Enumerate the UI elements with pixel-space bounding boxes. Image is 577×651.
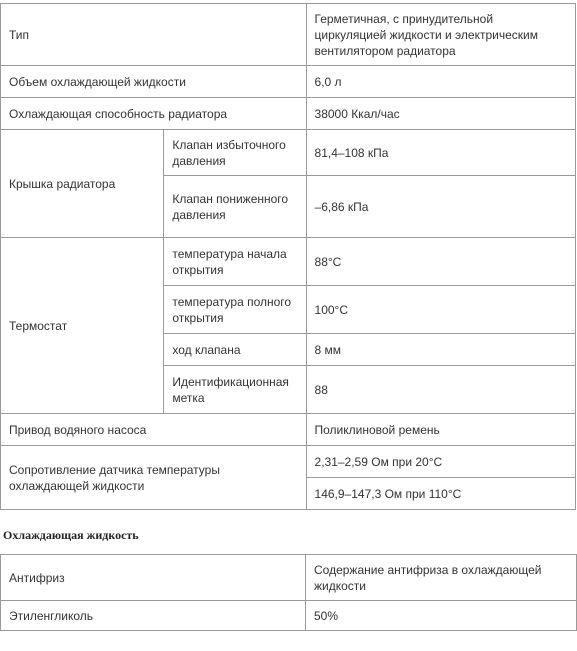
sub-value-id-mark: 88 — [306, 366, 575, 414]
header-antifreeze: Антифриз — [1, 555, 306, 601]
row-label-radiator-capacity: Охлаждающая способность радиатора — [1, 98, 307, 130]
table-header-row — [1, 555, 577, 601]
row-label-radiator-cap: Крышка радиатора — [1, 130, 164, 238]
sub-value-open-start: 88°С — [306, 238, 575, 286]
table-row — [1, 66, 576, 98]
row-label-water-pump-drive: Привод водяного насоса — [1, 414, 307, 446]
row-value-coolant-volume: 6,0 л — [306, 66, 575, 98]
sub-value-overpressure-valve: 81,4–108 кПа — [306, 130, 575, 176]
sub-value-valve-travel: 8 мм — [306, 334, 575, 366]
header-antifreeze-content: Содержание антифриза в охлаждающей жидкости — [306, 555, 577, 601]
specifications-table — [0, 3, 576, 510]
table-row — [1, 414, 576, 446]
row-value-temp-sensor-20: 2,31–2,59 Ом при 20°С — [306, 446, 575, 478]
cell-coolant-name: Этиленгликоль — [1, 601, 306, 631]
table-row — [1, 130, 576, 176]
table-row — [1, 4, 576, 66]
table-row — [1, 601, 577, 631]
sub-label-id-mark: Идентификационная метка — [164, 366, 306, 414]
sub-label-valve-travel: ход клапана — [164, 334, 306, 366]
row-label-thermostat: Термостат — [1, 238, 164, 414]
sub-label-full-open: температура полного открытия — [164, 286, 306, 334]
sub-value-underpressure-valve: –6,86 кПа — [306, 176, 575, 238]
row-label-type: Тип — [1, 4, 307, 66]
table-row — [1, 446, 576, 478]
row-label-temp-sensor: Сопротивление датчика температуры охлаждающей жидкости — [1, 446, 307, 510]
cell-coolant-value: 50% — [306, 601, 577, 631]
row-value-type: Герметичная, с принудительной циркуляцией жидкости и электрическим вентилятором радиатора — [306, 4, 575, 66]
row-value-temp-sensor-110: 146,9–147,3 Ом при 110°С — [306, 478, 575, 510]
row-value-water-pump-drive: Поликлиновой ремень — [306, 414, 575, 446]
table-row — [1, 98, 576, 130]
sub-label-open-start: температура начала открытия — [164, 238, 306, 286]
coolant-table — [0, 554, 577, 631]
row-value-radiator-capacity: 38000 Ккал/час — [306, 98, 575, 130]
section-title-coolant: Охлаждающая жидкость — [3, 528, 139, 542]
sub-label-underpressure-valve: Клапан пониженного давления — [164, 176, 306, 238]
table-row — [1, 238, 576, 286]
sub-value-full-open: 100°С — [306, 286, 575, 334]
row-label-coolant-volume: Объем охлаждающей жидкости — [1, 66, 307, 98]
sub-label-overpressure-valve: Клапан избыточного давления — [164, 130, 306, 176]
